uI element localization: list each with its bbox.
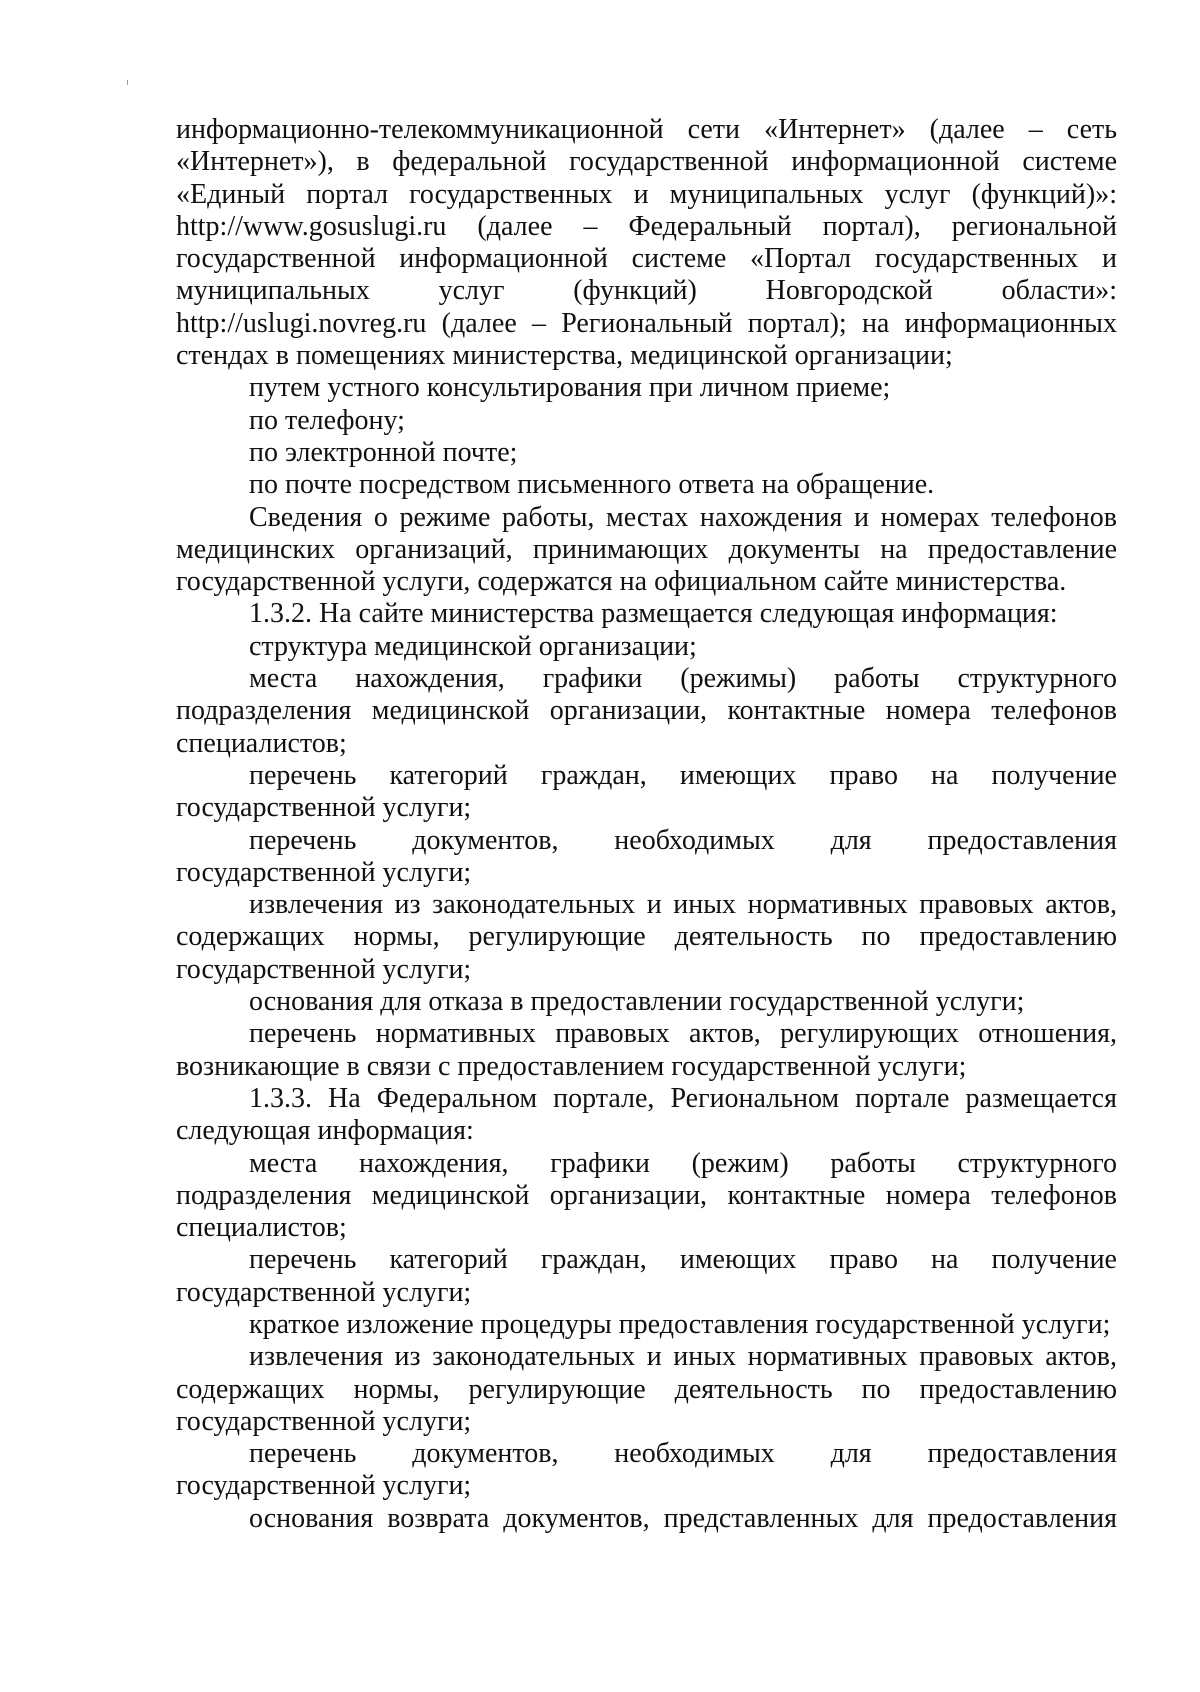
paragraph-13: основания для отказа в предоставлении государственной услуги; [249,986,1025,1018]
paragraph-15: 1.3.3. На Федеральном портале, Региональном портале размещается следующая информация: [176,1082,1117,1147]
paragraph-4: по электронной почте; [249,436,518,468]
paragraph-2: путем устного консультирования при личном приеме; [249,372,891,404]
paragraph-18: краткое изложение процедуры предоставления государственной услуги; [249,1308,1111,1340]
paragraph-19: извлечения из законодательных и иных нормативных правовых актов, содержащих нормы, регулирующие деятельность по предоставлению государственной услуги; [176,1341,1117,1437]
scan-artifact [127,80,128,85]
paragraph-8: структура медицинской организации; [249,630,697,662]
document-body [176,114,1117,1535]
paragraph-3: по телефону; [249,404,405,436]
paragraph-6: Сведения о режиме работы, местах нахождения и номерах телефонов медицинских организаций, принимающих документы на предоставление государственной услуги, содержатся на официальном сайте министерства. [176,501,1117,598]
paragraph-5: по почте посредством письменного ответа на обращение. [249,469,935,501]
paragraph-9: места нахождения, графики (режимы) работы структурного подразделения медицинской организации, контактные номера телефонов специалистов; [176,663,1117,759]
paragraph-12: извлечения из законодательных и иных нормативных правовых актов, содержащих нормы, регулирующие деятельность по предоставлению государственной услуги; [176,889,1117,985]
paragraph-21: основания возврата документов, представленных для предоставления [249,1502,1117,1534]
paragraph-14: перечень нормативных правовых актов, регулирующих отношения, возникающие в связи с предоставлением государственной услуги; [176,1018,1117,1082]
paragraph-1: информационно-телекоммуникационной сети «Интернет» (далее – сеть «Интернет»), в федеральной государственной информационной системе «Единый портал государственных и муниципальных услуг (функций)»: http://www.gosuslugi.ru (далее – Федеральный портал), региональной государственной информационной системе «Портал государственных и муниципальных услуг (функций) Новгородской области»: http://uslugi.novreg.ru (далее – Региональный портал); на информационных стендах в помещениях министерства, медицинской организации; [176,114,1117,372]
paragraph-16: места нахождения, графики (режим) работы структурного подразделения медицинской организации, контактные номера телефонов специалистов; [176,1147,1117,1244]
paragraph-7: 1.3.2. На сайте министерства размещается следующая информация: [249,598,1058,630]
paragraph-17: перечень категорий граждан, имеющих право на получение государственной услуги; [176,1244,1117,1308]
paragraph-11: перечень документов, необходимых для предоставления государственной услуги; [176,824,1117,888]
paragraph-20: перечень документов, необходимых для предоставления государственной услуги; [176,1438,1117,1502]
paragraph-10: перечень категорий граждан, имеющих право на получение государственной услуги; [176,759,1117,824]
